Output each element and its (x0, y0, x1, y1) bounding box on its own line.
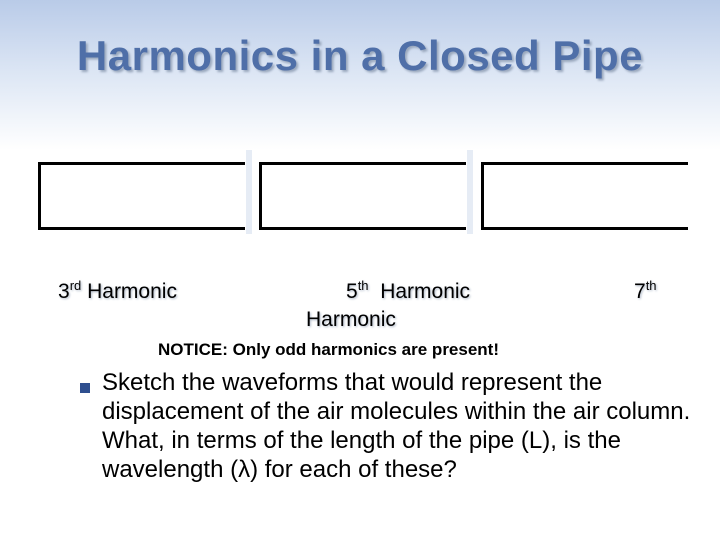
pipe-divider (246, 150, 252, 234)
harmonic-ordinal: 5 (346, 280, 358, 303)
bullet-text: Sketch the waveforms that would represent the displacement of the air molecules within the air column. What, in terms of the length of the pipe (L), is the wavelength (λ) for each of these? (102, 369, 691, 483)
closed-pipe-3rd-harmonic (38, 162, 245, 230)
label-5th-harmonic (346, 278, 470, 304)
closed-pipe-5th-harmonic (259, 162, 466, 230)
harmonic-suffix: th (357, 278, 369, 293)
notice-text: NOTICE: Only odd harmonics are present! (158, 340, 500, 359)
harmonic-word: Harmonic (380, 280, 471, 303)
harmonic-suffix: rd (69, 278, 82, 293)
label-7th-harmonic-word: Harmonic (306, 308, 396, 331)
harmonic-suffix: th (645, 278, 657, 293)
pipe-divider (467, 150, 473, 234)
harmonic-word: Harmonic (87, 280, 177, 303)
harmonic-ordinal: 7 (634, 280, 646, 303)
slide-title: Harmonics in a Closed Pipe (76, 32, 644, 79)
harmonic-ordinal: 3 (58, 280, 70, 303)
label-3rd-harmonic (58, 278, 177, 304)
label-7th-harmonic-ordinal (634, 278, 657, 304)
bullet-marker (80, 383, 90, 393)
closed-pipe-7th-harmonic (481, 162, 688, 230)
